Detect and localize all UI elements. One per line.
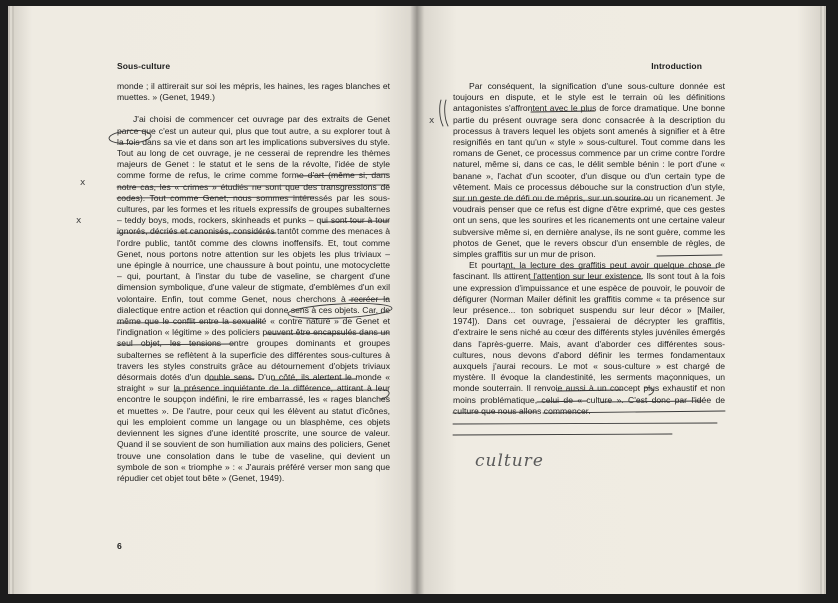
pencil-margin-line	[440, 100, 443, 126]
handwritten-note: culture	[475, 451, 544, 471]
pencil-margin-line	[445, 100, 448, 126]
right-text-block	[453, 81, 725, 417]
right-paragraph-1: Par conséquent, la signification d'une sous-culture donnée est toujours en dispute, et le style est le terrain où les définitions antagonistes s'affrontent avec le plus de force dramatique. Une bonne partie du présent ouvrage sera donc consacrée à la description du processus à travers lequel les objets sont amenés à signifier et à être resignifiés en tant qu'un « style » sous-culturel. Tout comme dans les romans de Genet, ce processus commence par un crime contre l'ordre naturel, même si, dans ce cas, le délit semble bénin : le port d'une « banane », l'achat d'un scooter, d'un disque ou d'un certain type de vêtement. Mais ce processus débouche sur la construction d'un style, sur un geste de défi ou de mépris, sur un sourire ou un ricanement. Je voudrais penser que ce refus est digne d'être exprimé, que ces gestes ont un sens, que les sourires et les ricanements ont une certaine valeur subversive même si, en dernière analyse, ils ne sont guère, comme les photos de Genet, que le revers obscur d'un ensemble de règles, de simples graffitis sur un mur de prison.	[453, 81, 725, 260]
running-head-right: Introduction	[651, 61, 702, 71]
page-number-left: 6	[117, 541, 122, 551]
right-paragraph-2: Et pourtant, la lecture des graffitis peut avoir quelque chose de fascinant. Ils attirent l'attention sur leur existence. Ils sont tout à la fois une expression d'impuissance et une espèce de pouvoir, le pouvoir de défigurer (Norman Mailer définit les graffitis comme « ta présence sur leur présence... ton sobriquet suspendu sur leur décor » [Mailer, 1974]). Dans cet ouvrage, j'essaierai de décrypter les graffitis, d'extraire le sens niché au cœur des différents styles juvéniles émergés dans l'après-guerre. Mais, avant d'aborder ces différentes sous-cultures, nous devons d'abord définir les termes fondamentaux auxquels j'aurai recours. Le mot « sous-culture » est chargé de mystère. Il évoque la clandestinité, les serments maçonniques, un monde souterrain. Il renvoie aussi à un concept plus exhaustif et non moins problématique, celui de « culture ». C'est donc par l'idée de culture que nous allons commencer.	[453, 260, 725, 416]
margin-mark-x: x	[429, 116, 435, 126]
left-paragraph-1: monde ; il attirerait sur soi les mépris, les haines, les rages blanches et muettes. » (Genet, 1949.)	[117, 81, 390, 103]
open-book	[14, 6, 820, 594]
pencil-underline	[453, 423, 717, 424]
margin-mark-x: x	[80, 178, 86, 188]
running-head-left: Sous-culture	[117, 61, 171, 71]
left-text-block	[117, 81, 390, 484]
right-page	[417, 6, 820, 594]
book-gutter	[410, 6, 424, 594]
left-page	[14, 6, 417, 594]
margin-mark-x: x	[76, 216, 82, 226]
pencil-underline	[453, 434, 672, 435]
left-paragraph-2: J'ai choisi de commencer cet ouvrage par des extraits de Genet parce que c'est un auteur qui, plus que tout autre, a su explorer tout à la fois dans sa vie et dans son art les implications subversives du style. Tout au long de cet ouvrage, je ne cesserai de reprendre les thèmes majeurs de Genet : le statut et le sens de la révolte, l'idée de style comme forme de refus, le crime comme forme d'art (même si, dans notre cas, les « crimes » étudiés ne sont que des transgressions de codes). Tout comme Genet, nous sommes intéressés par les sous-cultures, par les formes et les rituels expressifs de groupes subalternes – teddy boys, mods, rockers, skinheads et punks – qui sont tour à tour ignorés, décriés et canonisés, considérés tantôt comme des menaces à l'ordre public, tantôt comme des clowns inoffensifs. Et, tout comme Genet, nous portons notre attention sur les objets les plus triviaux – une épingle à nourrice, une chaussure à bout pointu, une motocyclette – qui, pourtant, à l'instar du tube de vaseline, se chargent d'une dimension symbolique, d'une valeur de stigmate, d'emblèmes d'un exil volontaire. Enfin, tout comme Genet, nous cherchons à recréer la dialectique entre action et réaction qui donne sens à ces objets. Car, de même que le conflit entre la sexualité « contre nature » de Genet et l'indignation « légitime » des policiers peuvent être encapsulés dans un seul objet, les tensions entre groupes dominants et groupes subalternes se reflètent à la superficie des différentes sous-cultures à travers les styles construits grâce au détournement d'objets triviaux désormais dotés d'un double sens. D'un côté, ils alertent le monde « straight » sur la présence inquiétante de la différence, attirant à leur encontre le soupçon indéfini, le rire embarrassé, les « rages blanches et muettes ». De l'autre, pour ceux qui les élèvent au statut d'icônes, qui les emploient comme un langage ou un blasphème, ces objets deviennent les signes d'une identité proscrite, une source de valeur. Quand il se souvient de son humiliation aux mains des policiers, Genet trouve une consolation dans le tube de vaseline, qui devient un symbole de son « triomphe » : « J'aurais préféré verser mon sang que répudier cet objet tout bête » (Genet, 1949).	[117, 114, 390, 483]
